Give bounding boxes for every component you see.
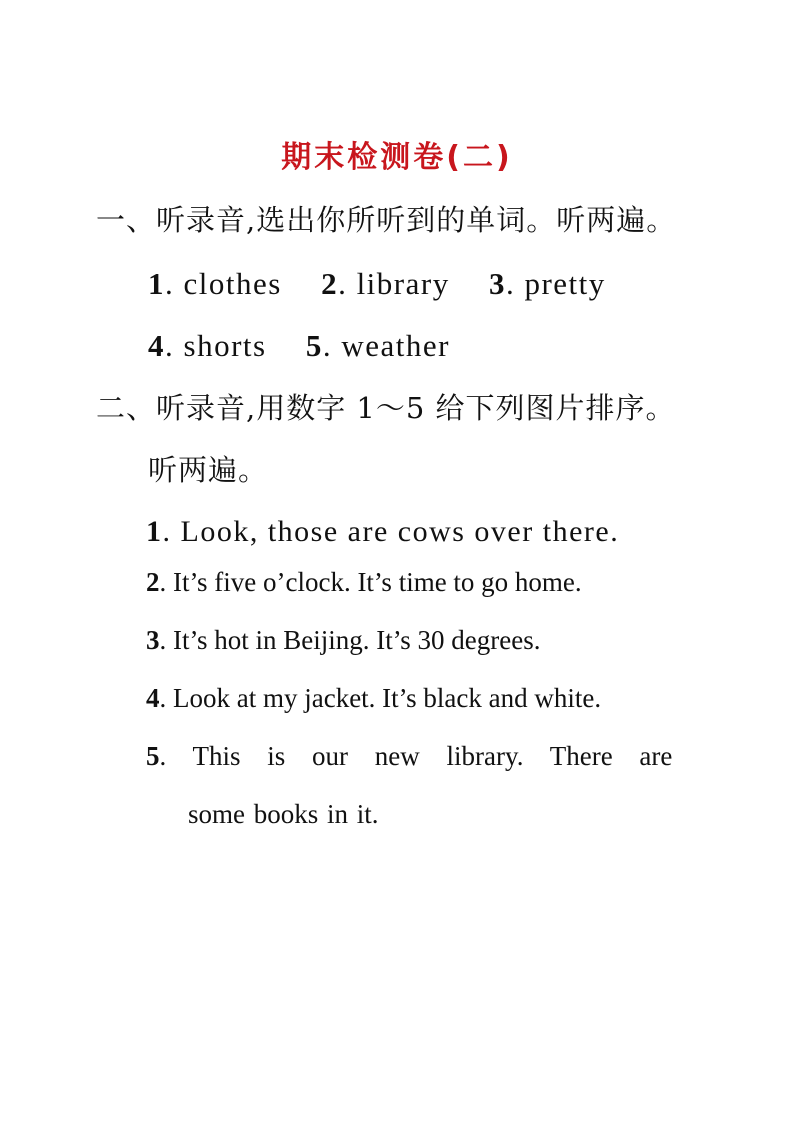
section-2-heading-cont: 听两遍。	[148, 453, 269, 487]
sentence-item: 3. It’s hot in Beijing. It’s 30 degrees.	[146, 625, 541, 655]
section-1-heading: 一、听录音,选出你所听到的单词。听两遍。	[96, 203, 677, 237]
word-item: 5. weather	[305, 328, 450, 363]
word-item: 4. shorts	[148, 328, 267, 363]
section-1-row-2	[148, 326, 480, 366]
sentence-item-cont: some books in it.	[188, 799, 379, 829]
section-2-heading: 二、听录音,用数字 1～5 给下列图片排序。	[96, 391, 676, 425]
sentence-item: 2. It’s five o’clock. It’s time to go home.	[146, 567, 582, 597]
word-item: 2. library	[321, 266, 450, 301]
word-item: 3. pretty	[488, 266, 606, 301]
section-1-row-1	[148, 264, 636, 304]
sentence-item: 1. Look, those are cows over there.	[146, 515, 620, 548]
word-item: 1. clothes	[148, 266, 282, 301]
page-title: 期末检测卷(二)	[281, 140, 513, 175]
sentence-item: 4. Look at my jacket. It’s black and white.	[146, 683, 602, 713]
sentence-item: 5. This is our new library. There are	[146, 741, 673, 771]
